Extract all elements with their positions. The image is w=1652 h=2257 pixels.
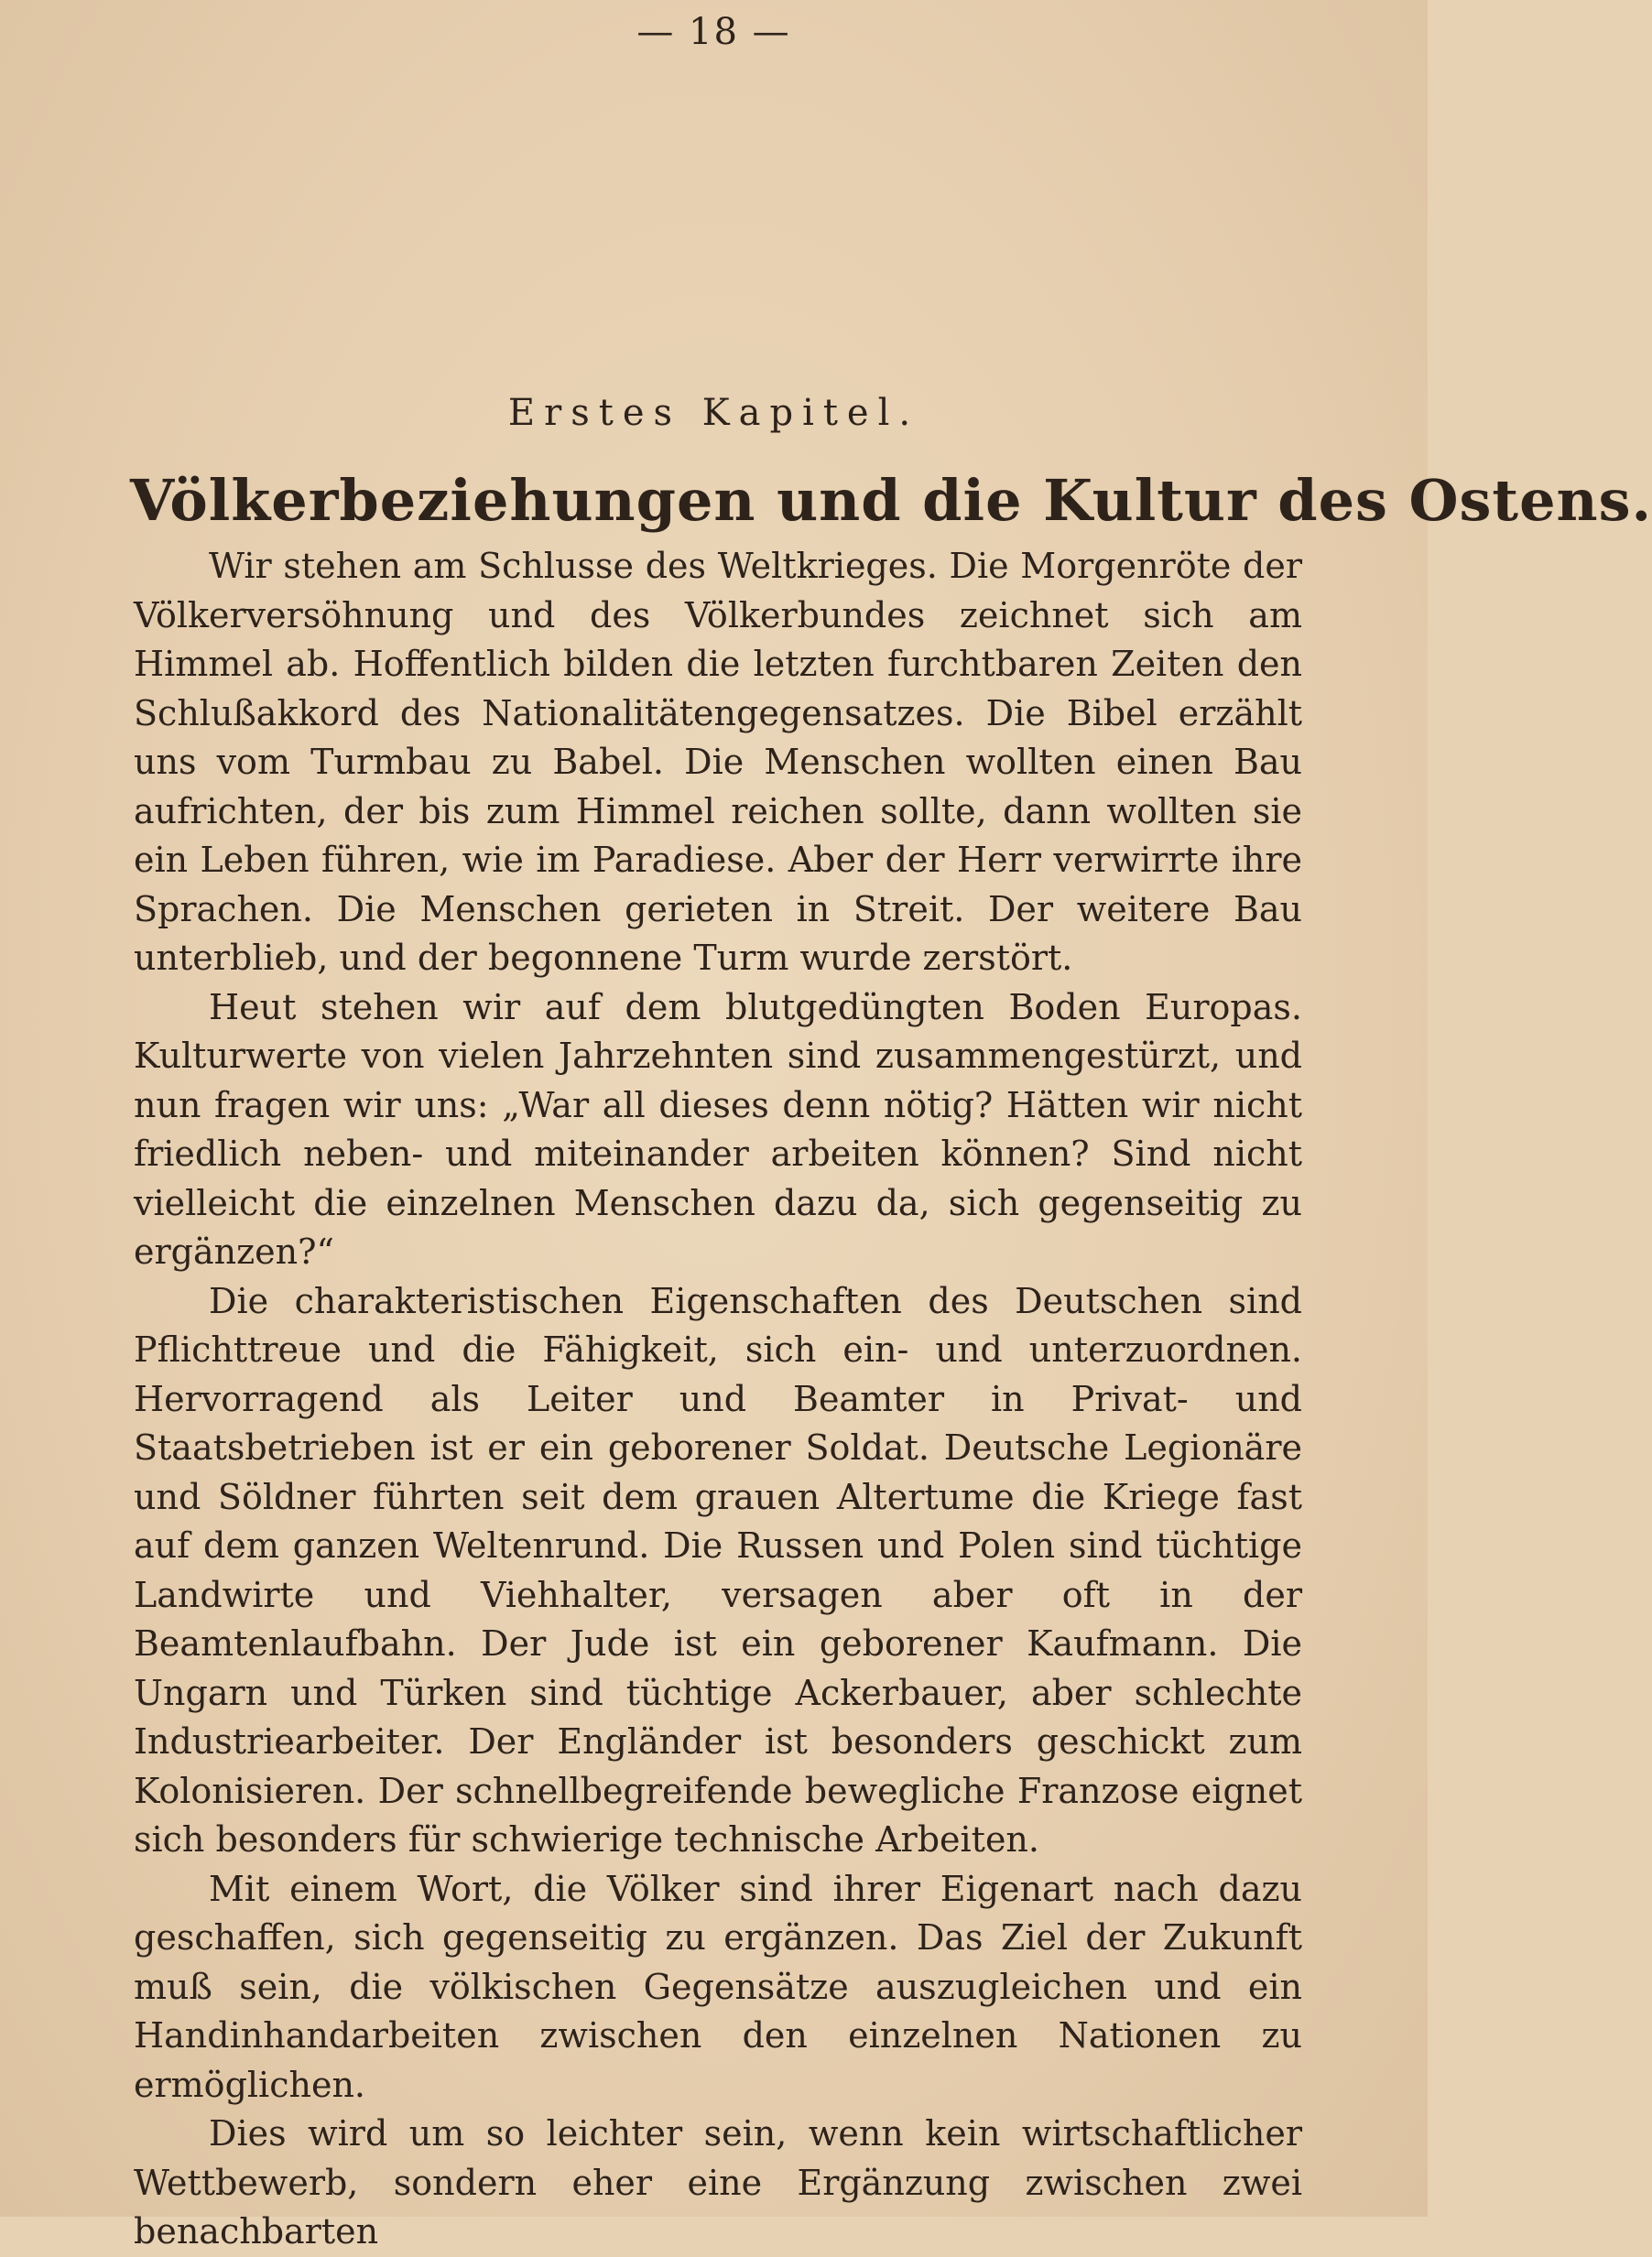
- page-number: — 18 —: [636, 11, 791, 53]
- paragraph-2: Heut stehen wir auf dem blutgedüngten Boden Europas. Kulturwerte von vielen Jahrzehnten sind zusammengestürzt, und nun fragen wir uns: „War all dieses denn nötig? Hätten wir nicht friedlich neben- und miteinander arbeiten können? Sind nicht vielleicht die einzelnen Menschen dazu da, sich gegenseitig zu ergänzen?“: [134, 986, 1302, 1272]
- body-text: [134, 542, 1302, 2257]
- paragraph-1: Wir stehen am Schlusse des Weltkrieges. Die Morgenröte der Völkerversöhnung und des Völkerbundes zeichnet sich am Himmel ab. Hoffentlich bilden die letzten furchtbaren Zeiten den Schlußakkord des Nationalitätengegensatzes. Die Bibel erzählt uns vom Turmbau zu Babel. Die Menschen wollten einen Bau aufrichten, der bis zum Himmel reichen sollte, dann wollten sie ein Leben führen, wie im Paradiese. Aber der Herr verwirrte ihre Sprachen. Die Menschen gerieten in Streit. Der weitere Bau unterblieb, und der begonnene Turm wurde zerstört.: [134, 546, 1302, 978]
- paragraph-3: Die charakteristischen Eigenschaften des Deutschen sind Pflichttreue und die Fähigkeit, sich ein- und unterzuordnen. Hervorragend als Leiter und Beamter in Privat- und Staatsbetrieben ist er ein geborener Soldat. Deutsche Legionäre und Söldner führten seit dem grauen Altertume die Kriege fast auf dem ganzen Weltenrund. Die Russen und Polen sind tüchtige Landwirte und Viehhalter, versagen aber oft in der Beamtenlaufbahn. Der Jude ist ein geborener Kaufmann. Die Ungarn und Türken sind tüchtige Ackerbauer, aber schlechte Industriearbeiter. Der Engländer ist besonders geschickt zum Kolonisieren. Der schnellbegreifende bewegliche Franzose eignet sich besonders für schwierige technische Arbeiten.: [134, 1280, 1302, 1860]
- paragraph-5: Dies wird um so leichter sein, wenn kein wirtschaftlicher Wettbewerb, sondern eher eine Ergänzung zwischen zwei benachbarten: [134, 2113, 1302, 2252]
- chapter-title: Völkerbeziehungen und die Kultur des Ostens.: [130, 467, 1652, 534]
- paragraph-4: Mit einem Wort, die Völker sind ihrer Eigenart nach dazu geschaffen, sich gegenseitig zu ergänzen. Das Ziel der Zukunft muß sein, die völkischen Gegensätze auszugleichen und ein Handinhandarbeiten zwischen den einzelnen Nationen zu ermöglichen.: [134, 1868, 1302, 2105]
- chapter-label: Erstes Kapitel.: [507, 392, 920, 434]
